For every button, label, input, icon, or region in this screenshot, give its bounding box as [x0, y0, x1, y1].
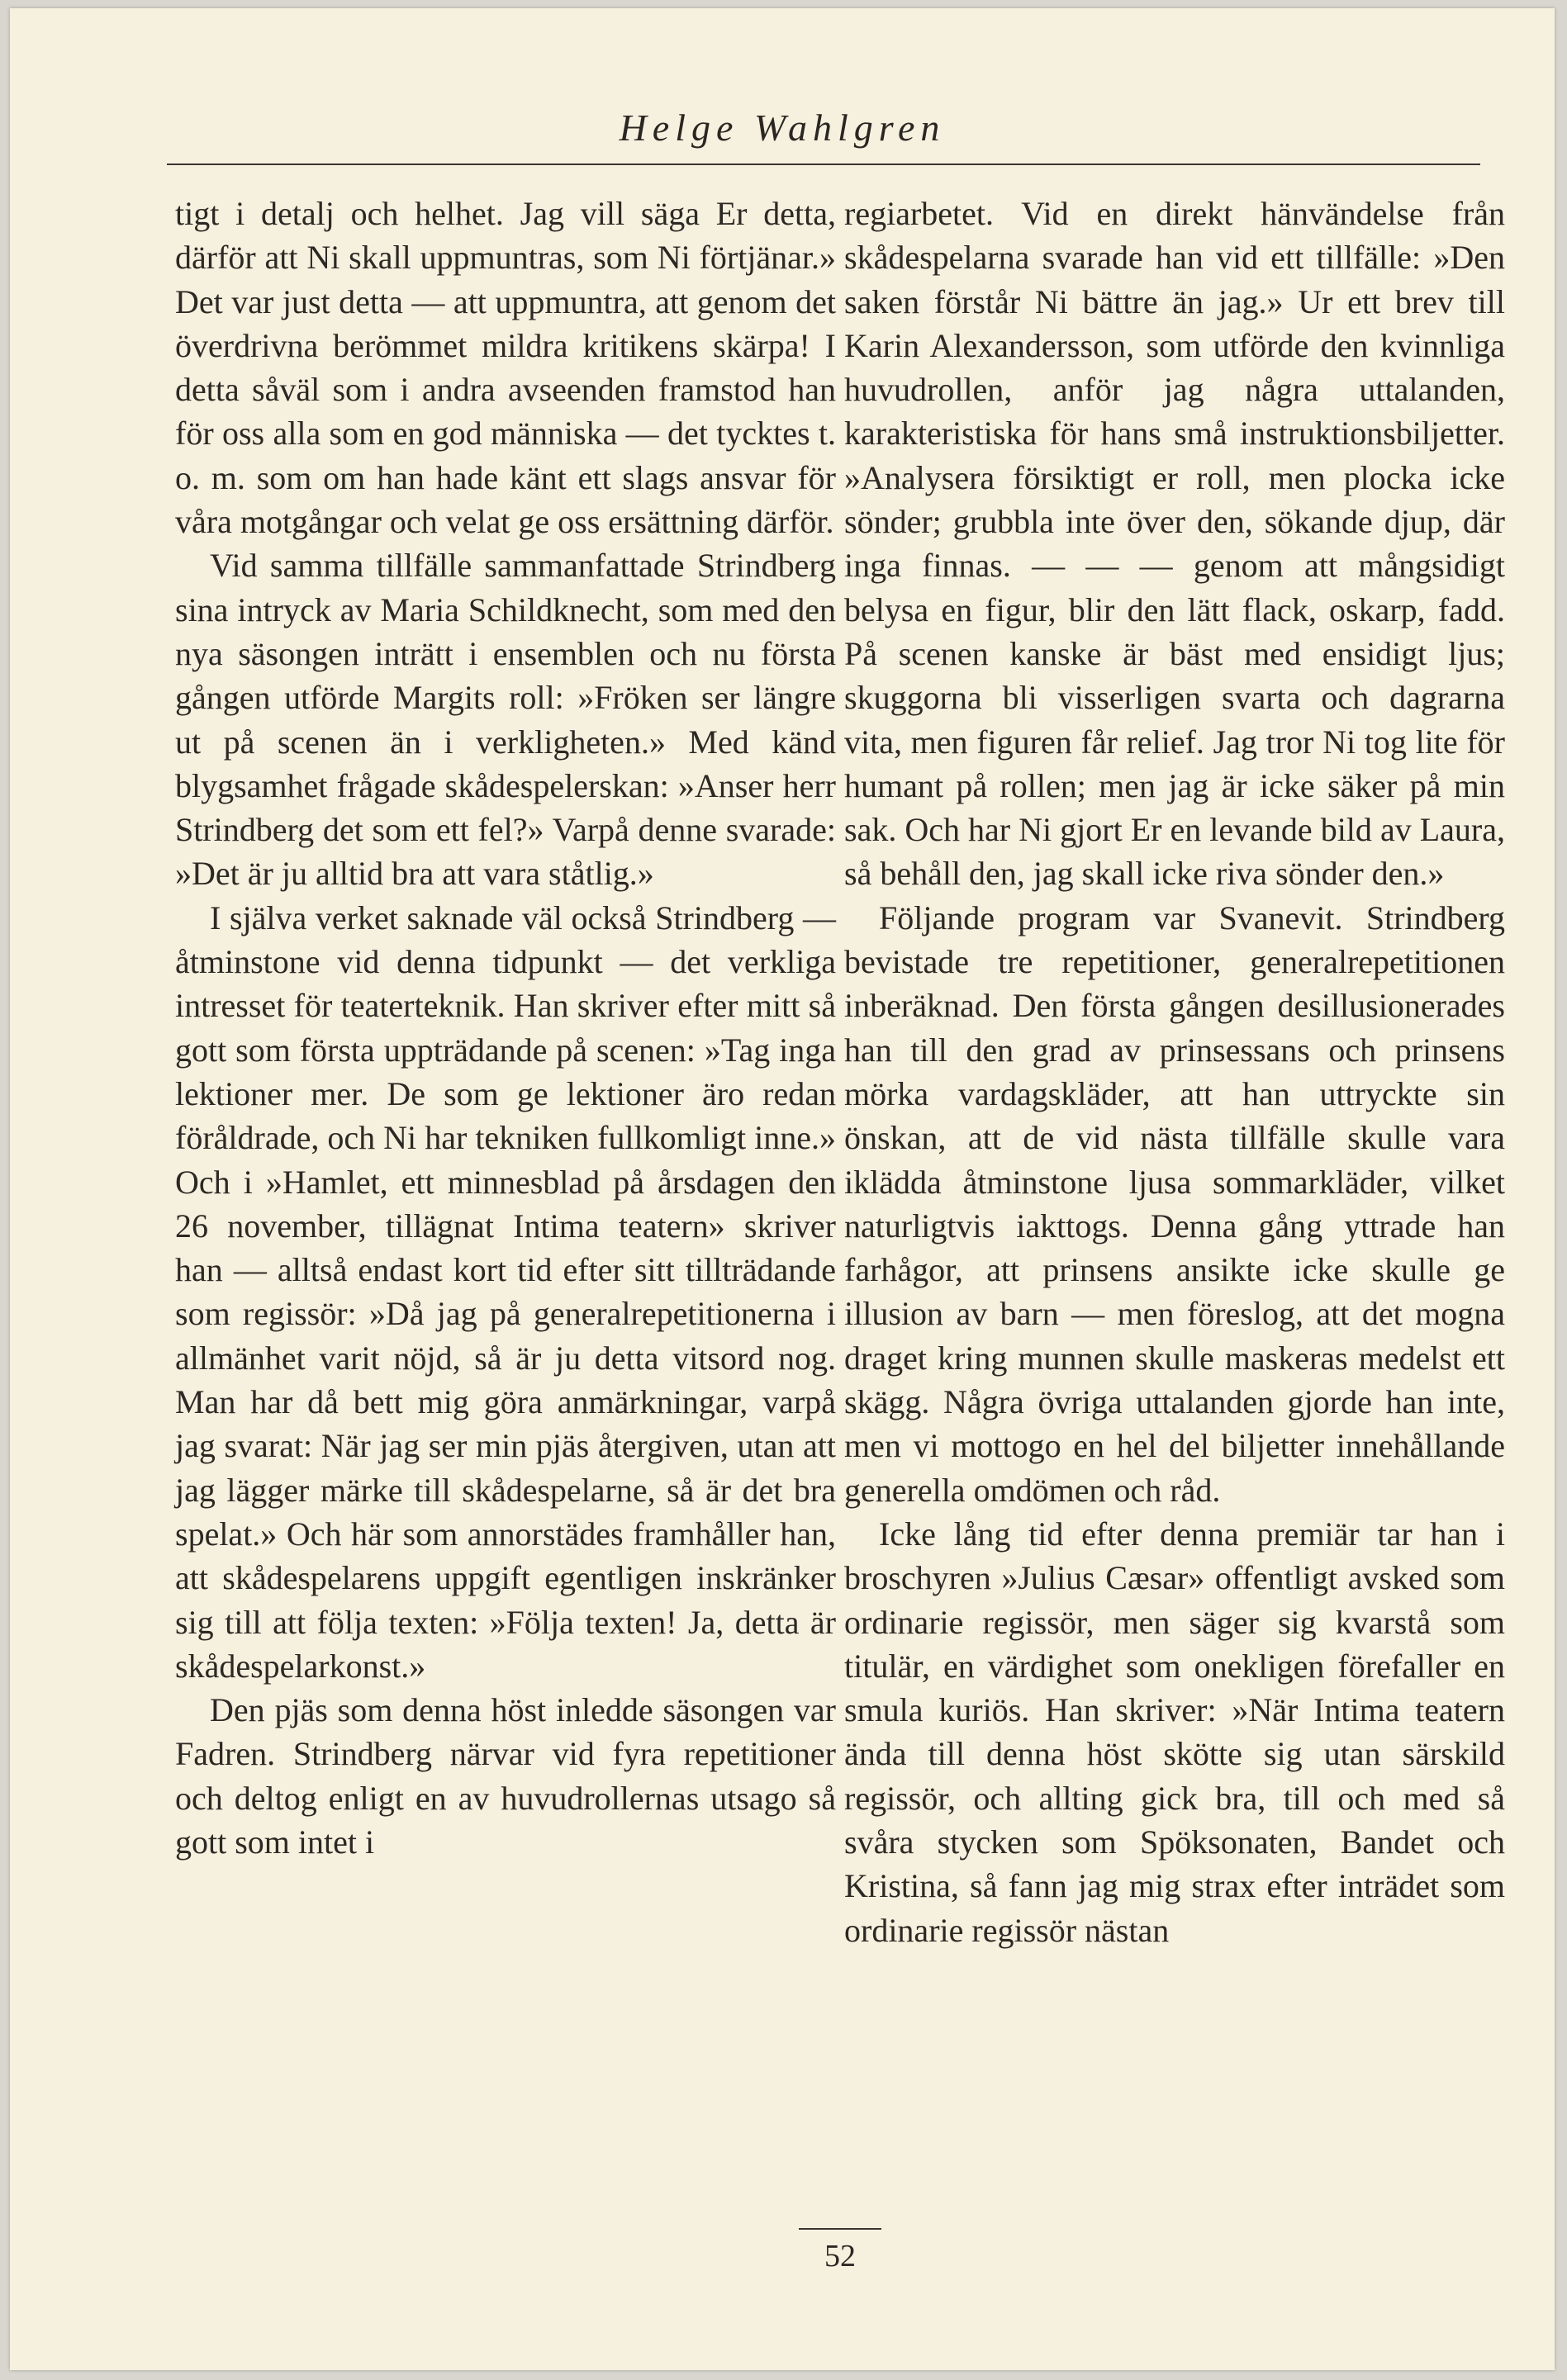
page-number: 52	[824, 2239, 856, 2273]
footer-rule	[799, 2228, 881, 2230]
paragraph: Vid samma tillfälle sammanfattade Strindberg sina intryck av Maria Schildknecht, som med den nya säsongen inträtt i ensemblen och nu första gången utförde Margits roll: »Fröken ser längre ut på scenen än i verkligheten.» Med känd blygsamhet frågade skådespelerskan: »Anser herr Strindberg det som ett fel?» Varpå denne svarade: »Det är ju alltid bra att vara ståtlig.»	[175, 547, 836, 893]
right-column	[844, 192, 1505, 1952]
paragraph: Följande program var Svanevit. Strindberg bevistade tre repetitioner, generalrepetitionen inberäknad. Den första gången desillusionerades han till den grad av prinsessans och prinsens mörka vardagskläder, att han uttryckte sin önskan, att de vid nästa tillfälle skulle vara iklädda åtminstone ljusa sommarkläder, vilket naturligtvis iakttogs. Denna gång yttrade han farhågor, att prinsens ansikte icke skulle ge illusion av barn — men föreslog, att det mogna draget kring munnen skulle maskeras medelst ett skägg. Några övriga uttalanden gjorde han inte, men vi mottogo en hel del biljetter innehållande generella omdömen och råd.	[844, 898, 1505, 1509]
running-head: Helge Wahlgren	[619, 107, 946, 149]
paragraph: Icke lång tid efter denna premiär tar han i broschyren »Julius Cæsar» offentligt avsked som ordinarie regissör, men säger sig kvarstå som titulär, en värdighet som onekligen förefaller en smula kuriös. Han skriver: »När Intima teatern ända till denna höst skötte sig utan särskild regissör, och allting gick bra, till och med så svåra stycken som Spöksonaten, Bandet och Kristina, så fann jag mig strax efter inträdet som ordinarie regissör nästan	[844, 1515, 1505, 1949]
paragraph: regiarbetet. Vid en direkt hänvändelse från skådespelarna svarade han vid ett tillfälle: »Den saken förstår Ni bättre än jag.» Ur ett brev till Karin Alexandersson, som utförde den kvinnliga huvudrollen, anför jag några uttalanden, karakteristiska för hans små instruktionsbiljetter. »Analysera försiktigt er roll, men plocka icke sönder; grubbla inte över den, sökande djup, där inga finnas. — — — genom att mångsidigt belysa en figur, blir den lätt flack, oskarp, fadd. På scenen kanske är bäst med ensidigt ljus; skuggorna bli visserligen svarta och dagrarna vita, men figuren får relief. Jag tror Ni tog lite för humant på rollen; men jag är icke säker på min sak. Och har Ni gjort Er en levande bild av Laura, så behåll den, jag skall icke riva sönder den.»	[844, 195, 1505, 893]
left-column	[175, 192, 836, 1864]
book-page	[10, 8, 1555, 2370]
paragraph: Den pjäs som denna höst inledde säsongen var Fadren. Strindberg närvar vid fyra repetitioner och deltog enligt en av huvudrollernas utsago så gott som intet i	[175, 1691, 836, 1861]
paragraph: I själva verket saknade väl också Strindberg — åtminstone vid denna tidpunkt — det verkliga intresset för teaterteknik. Han skriver efter mitt så gott som första uppträdande på scenen: »Tag inga lektioner mer. De som ge lektioner äro redan föråldrade, och Ni har tekniken fullkomligt inne.» Och i »Hamlet, ett minnesblad på årsdagen den 26 november, tillägnat Intima teatern» skriver han — alltså endast kort tid efter sitt tillträdande som regissör: »Då jag på generalrepetitionerna i allmänhet varit nöjd, så är ju detta vitsord nog. Man har då bett mig göra anmärkningar, varpå jag svarat: När jag ser min pjäs återgiven, utan att jag lägger märke till skådespelarne, så är det bra spelat.» Och här som annorstädes framhåller han, att skådespelarens uppgift egentligen inskränker sig till att följa texten: »Följa texten! Ja, detta är skådespelarkonst.»	[175, 898, 836, 1685]
header-rule	[167, 164, 1480, 165]
paragraph: tigt i detalj och helhet. Jag vill säga Er detta, därför att Ni skall uppmuntras, som Ni förtjänar.» Det var just detta — att uppmuntra, att genom det överdrivna berömmet mildra kritikens skärpa! I detta såväl som i andra avseenden framstod han för oss alla som en god människa — det tycktes t. o. m. som om han hade känt ett slags ansvar för våra motgångar och velat ge oss ersättning därför.	[175, 195, 836, 541]
